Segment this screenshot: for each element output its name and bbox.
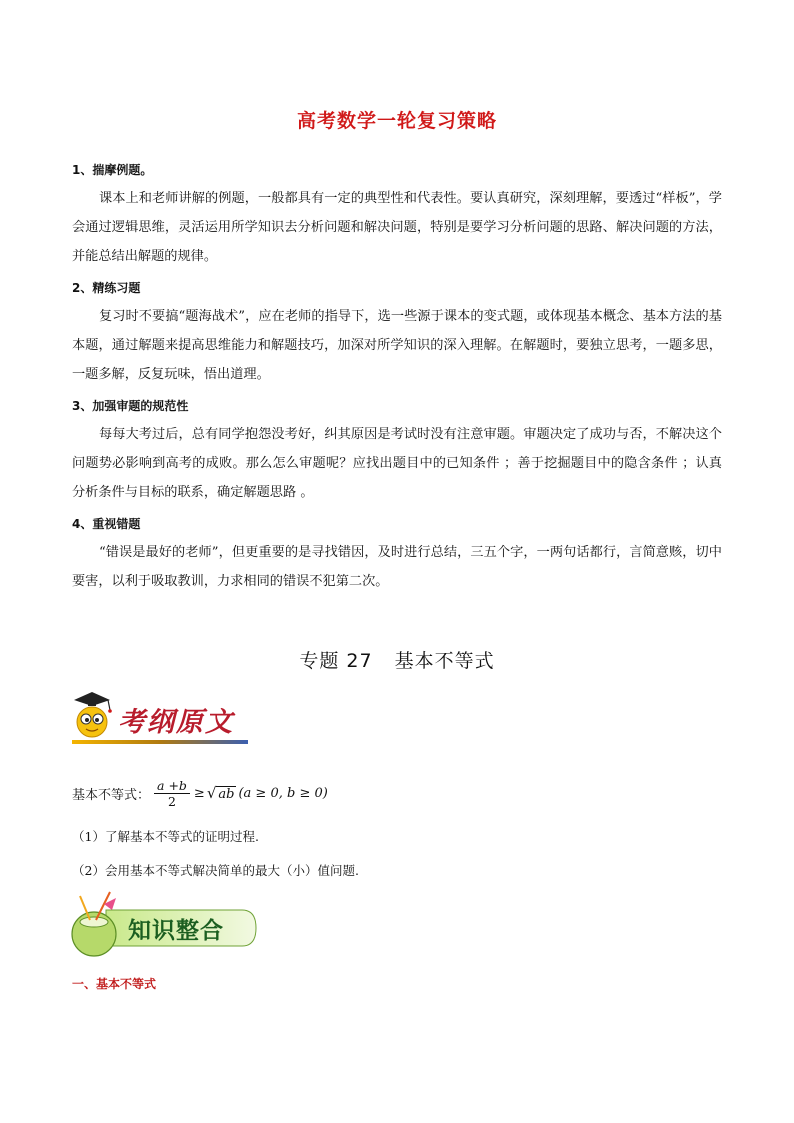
strategy-3 <box>72 396 722 507</box>
requirement-1: （1）了解基本不等式的证明过程. <box>72 829 259 844</box>
topic-label: 专题 27 <box>299 650 373 672</box>
strategy-heading: 3、加强审题的规范性 <box>72 399 189 413</box>
coconut-drink-icon <box>72 892 116 956</box>
strategy-text: 复习时不要搞“题海战术”，应在老师的指导下，选一些源于课本的变式题，或体现基本概念、基本方法的基本题，通过解题来提高思维能力和解题技巧，加深对所学知识的深入理解。在解题时，要独立思考，一题多思，一题多解，反复玩味，悟出道理。 <box>72 309 722 382</box>
formula-fraction <box>154 778 190 809</box>
graduate-mascot-icon <box>74 692 112 737</box>
formula-denominator: 2 <box>167 793 176 809</box>
strategy-4 <box>72 514 722 596</box>
banner-knowledge-text: 知识整合 <box>128 917 224 944</box>
main-title: 高考数学一轮复习策略 <box>296 110 497 132</box>
strategy-heading: 4、重视错题 <box>72 517 141 531</box>
strategy-heading: 2、精练习题 <box>72 281 141 295</box>
banner-outline-text: 考纲原文 <box>118 707 234 738</box>
formula-geq: ≥ <box>193 785 205 801</box>
topic-title <box>0 646 794 673</box>
requirement-2: （2）会用基本不等式解决简单的最大（小）值问题. <box>72 863 359 878</box>
formula-sqrt: √ ab <box>206 784 235 802</box>
formula-prefix: 基本不等式： <box>72 787 151 803</box>
strategy-text: “错误是最好的老师”，但更重要的是寻找错因，及时进行总结，三五个字，一两句话都行，言简意赅，切中要害，以利于吸取教训，力求相同的错误不犯第二次。 <box>72 545 722 589</box>
strategy-2 <box>72 278 722 389</box>
formula-condition: (a ≥ 0, b ≥ 0) <box>238 785 328 801</box>
strategy-text: 课本上和老师讲解的例题，一般都具有一定的典型性和代表性。要认真研究，深刻理解，要透过“样板”，学会通过逻辑思维，灵活运用所学知识去分析问题和解决问题，特别是要学习分析问题的思路、解决问题的方法，并能总结出解题的规律。 <box>72 191 722 264</box>
exam-outline-banner <box>66 686 256 748</box>
topic-name: 基本不等式 <box>394 650 495 672</box>
knowledge-heading: 一、基本不等式 <box>72 977 157 991</box>
knowledge-banner <box>66 888 266 962</box>
formula-radicand: ab <box>218 787 235 802</box>
formula-numerator: a +b <box>154 778 190 794</box>
strategy-text: 每每大考过后，总有同学抱怨没考好，纠其原因是考试时没有注意审题。审题决定了成功与否，不解决这个问题势必影响到高考的成败。那么怎么审题呢？应找出题目中的已知条件 ；善于挖掘题目中的隐含条件 ；认真分析条件与目标的联系，确定解题思路 。 <box>72 427 722 500</box>
strategy-heading: 1、揣摩例题。 <box>72 163 153 177</box>
strategy-1 <box>72 160 722 271</box>
inequality-formula <box>72 776 328 810</box>
